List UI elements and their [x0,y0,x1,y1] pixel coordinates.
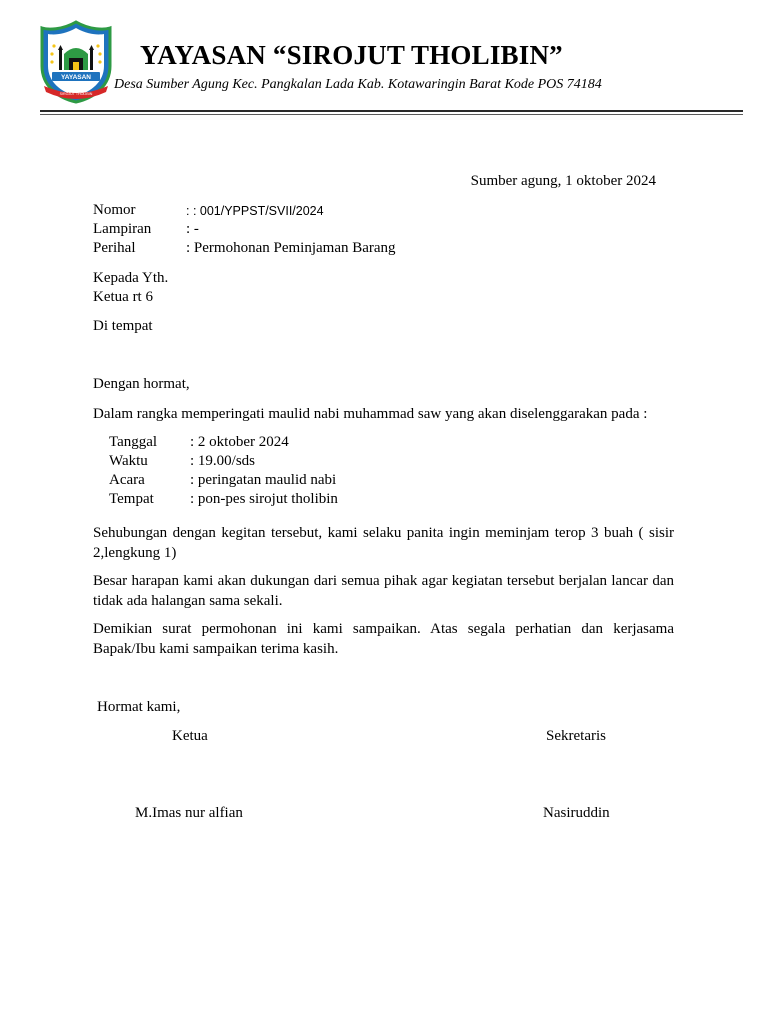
header-divider [40,110,743,112]
signer-left-name: M.Imas nur alfian [135,805,243,821]
meta-label-perihal: Perihal [93,240,136,256]
event-label-tempat: Tempat [109,491,154,507]
recipient-place: Di tempat [93,318,153,334]
signer-right-role: Sekretaris [546,728,606,744]
logo-ribbon-text: SIROJUT THOLIBIN [59,92,93,96]
recipient-line-1: Kepada Yth. [93,270,169,286]
meta-value-lampiran: : - [186,221,199,237]
signer-right-name: Nasiruddin [543,805,610,821]
greeting: Dengan hormat, [93,376,190,392]
event-value-tanggal: : 2 oktober 2024 [190,434,289,450]
event-label-acara: Acara [109,472,145,488]
place-date: Sumber agung, 1 oktober 2024 [470,173,656,189]
event-value-tempat: : pon-pes sirojut tholibin [190,491,338,507]
meta-value-perihal: : Permohonan Peminjaman Barang [186,240,396,256]
body-paragraph-3: Demikian surat permohonan ini kami sampaikan. Atas segala perhatian dan kerjasama Bapak/Ibu kami sampaikan terima kasih. [93,621,674,657]
meta-label-nomor: Nomor [93,202,136,218]
header-divider-thin [40,114,743,115]
logo-banner-text: YAYASAN [61,74,91,81]
signer-left-role: Ketua [172,728,208,744]
event-value-waktu: : 19.00/sds [190,453,256,469]
meta-label-lampiran: Lampiran [93,221,152,237]
intro-paragraph: Dalam rangka memperingati maulid nabi muhammad saw yang akan diselenggarakan pada : [93,406,648,422]
body-paragraph-1: Sehubungan dengan kegitan tersebut, kami selaku panita ingin meminjam terop 3 buah ( sisir 2,lengkung 1) [93,525,674,561]
event-label-tanggal: Tanggal [109,434,158,450]
event-value-acara: : peringatan maulid nabi [190,472,337,488]
event-label-waktu: Waktu [109,453,148,469]
recipient-line-2: Ketua rt 6 [93,289,153,305]
closing: Hormat kami, [97,699,181,715]
org-name: YAYASAN “SIROJUT THOLIBIN” [140,40,563,70]
org-address: Desa Sumber Agung Kec. Pangkalan Lada Kab. Kotawaringin Barat Kode POS 74184 [114,77,602,92]
body-paragraph-2: Besar harapan kami akan dukungan dari semua pihak agar kegiatan tersebut berjalan lancar dan tidak ada halangan sama sekali. [93,573,674,609]
meta-value-nomor: : : 001/YPPST/SVII/2024 [186,204,324,218]
